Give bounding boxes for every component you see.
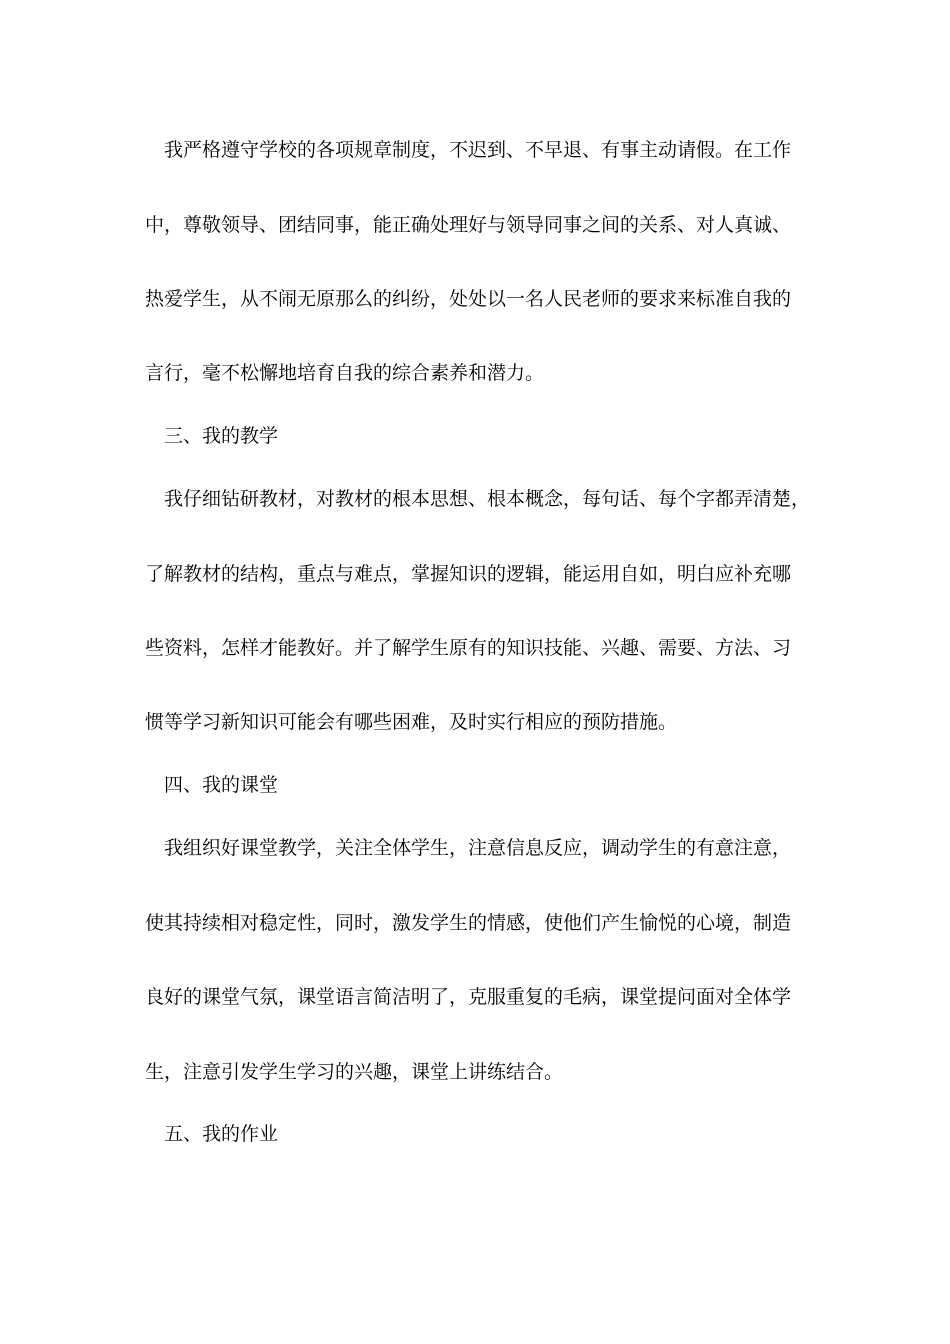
paragraph-2-line-3: 些资料，怎样才能教好。并了解学生原有的知识技能、兴趣、需要、方法、习: [145, 637, 792, 659]
paragraph-1-line-2: 中，尊敬领导、团结同事，能正确处理好与领导同事之间的关系、对人真诚、: [145, 214, 792, 236]
paragraph-3-line-2: 使其持续相对稳定性，同时，激发学生的情感，使他们产生愉悦的心境，制造: [145, 912, 792, 934]
section-heading-3: 三、我的教学: [164, 425, 279, 447]
paragraph-1-line-1: 我严格遵守学校的各项规章制度，不迟到、不早退、有事主动请假。在工作: [164, 139, 792, 161]
paragraph-2-line-1: 我仔细钻研教材，对教材的根本思想、根本概念，每句话、每个字都弄清楚，: [164, 488, 811, 510]
paragraph-3-line-1: 我组织好课堂教学，关注全体学生，注意信息反应，调动学生的有意注意，: [164, 837, 792, 859]
section-heading-4: 四、我的课堂: [164, 774, 279, 796]
paragraph-1-line-3: 热爱学生，从不闹无原那么的纠纷，处处以一名人民老师的要求来标准自我的: [145, 288, 792, 310]
paragraph-2-line-4: 惯等学习新知识可能会有哪些困难，及时实行相应的预防措施。: [145, 711, 678, 733]
paragraph-1-line-4: 言行，毫不松懈地培育自我的综合素养和潜力。: [145, 362, 545, 384]
paragraph-2-line-2: 了解教材的结构，重点与难点，掌握知识的逻辑，能运用自如，明白应补充哪: [145, 563, 792, 585]
section-heading-5: 五、我的作业: [164, 1123, 279, 1145]
paragraph-3-line-4: 生，注意引发学生学习的兴趣，课堂上讲练结合。: [145, 1061, 564, 1083]
paragraph-3-line-3: 良好的课堂气氛，课堂语言简洁明了，克服重复的毛病，课堂提问面对全体学: [145, 986, 792, 1008]
